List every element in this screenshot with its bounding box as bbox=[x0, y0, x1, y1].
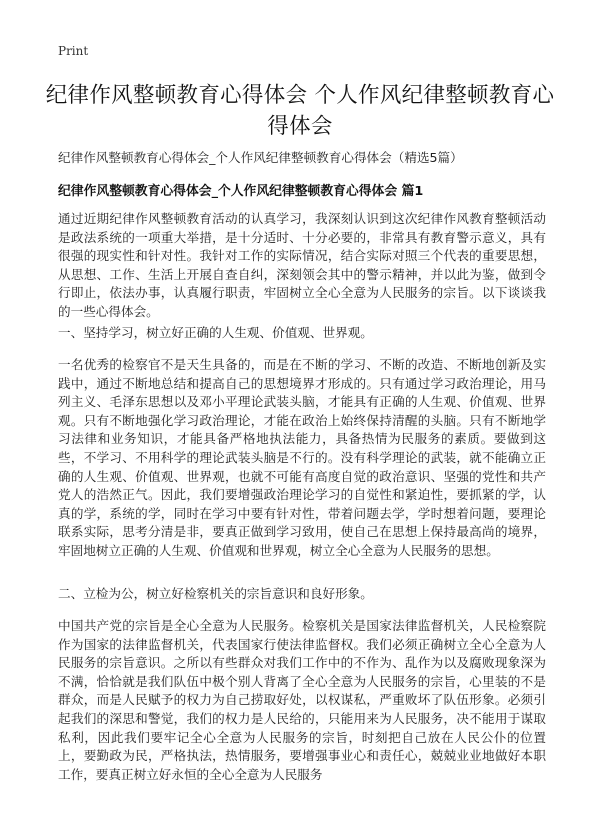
subheading-2: 二、立检为公，树立好检察机关的宗旨意识和良好形象。 bbox=[58, 586, 373, 601]
print-link[interactable]: Print bbox=[58, 44, 89, 58]
section-heading: 纪律作风整顿教育心得体会_个人作风纪律整顿教育心得体会 篇1 bbox=[58, 184, 424, 199]
body-paragraph-2: 中国共产党的宗旨是全心全意为人民服务。检察机关是国家法律监督机关，人民检察院作为国家的法律监督机关，代表国家行使法律监督权。我们必须正确树立全心全意为人民服务的宗旨意识。之所以有些群众对我们工作中的不作为、乱作为以及腐败现象深为不满，恰恰就是我们队伍中极个别人背离了全心全意为人民服务的宗旨，心里装的不是群众，而是人民赋予的权力为自己捞取好处，以权谋私，严重败坏了队伍形象。必须引起我们的深思和警觉，我们的权力是人民给的，只能用来为人民服务，决不能用于谋取私利，因此我们要牢记全心全意为人民服务的宗旨，时刻把自己放在人民公仆的位置上，要勤政为民，严格执法，热情服务，要增强事业心和责任心，兢兢业业地做好本职工作，要真正树立好永恒的全心全意为人民服务 bbox=[58, 618, 546, 782]
intro-paragraph: 通过近期纪律作风整顿教育活动的认真学习，我深刻认识到这次纪律作风教育整顿活动是政法系统的一项重大举措，是十分适时、十分必要的，非常具有教育警示意义，具有很强的现实性和针对性。我针对工作的实际情况，结合实际对照三个代表的重要思想，从思想、工作、生活上开展自查自纠，深刻领会其中的警示精神，并以此为鉴，做到令行即止，依法办事，认真履行职责，牢固树立全心全意为人民服务的宗旨。以下谈谈我的一些心得体会。 bbox=[58, 211, 546, 319]
page-title: 纪律作风整顿教育心得体会 个人作风纪律整顿教育心得体会 bbox=[45, 83, 555, 139]
body-paragraph-1: 一名优秀的检察官不是天生具备的，而是在不断的学习、不断的改造、不断地创新及实践中，通过不断地总结和提高自己的思想境界才形成的。只有通过学习政治理论，用马列主义、毛泽东思想以及邓小平理论武装头脑，才能具有正确的人生观、价值观、世界观。只有不断地强化学习政治理论，才能在政治上始终保持清醒的头脑。只有不断地学习法律和业务知识，才能具备严格地执法能力，具备热情为民服务的素质。要做到这些，不学习、不用科学的理论武装头脑是不行的。没有科学理论的武装，就不能确立正确的人生观、价值观、世界观，也就不可能有高度自觉的政治意识、坚强的党性和共产党人的浩然正气。因此，我们要增强政治理论学习的自觉性和紧迫性，要抓紧的学，认真的学，系统的学，同时在学习中要有针对性，带着问题去学，学时想着问题，要理论联系实际，思考分清是非，要真正做到学习致用，使自己在思想上保持最高尚的境界，牢固地树立正确的人生观、价值观和世界观，树立全心全意为人民服务的思想。 bbox=[58, 357, 546, 558]
subheading-1: 一、坚持学习，树立好正确的人生观、价值观、世界观。 bbox=[58, 325, 373, 340]
document-subtitle: 纪律作风整顿教育心得体会_个人作风纪律整顿教育心得体会（精选5篇） bbox=[58, 150, 463, 165]
